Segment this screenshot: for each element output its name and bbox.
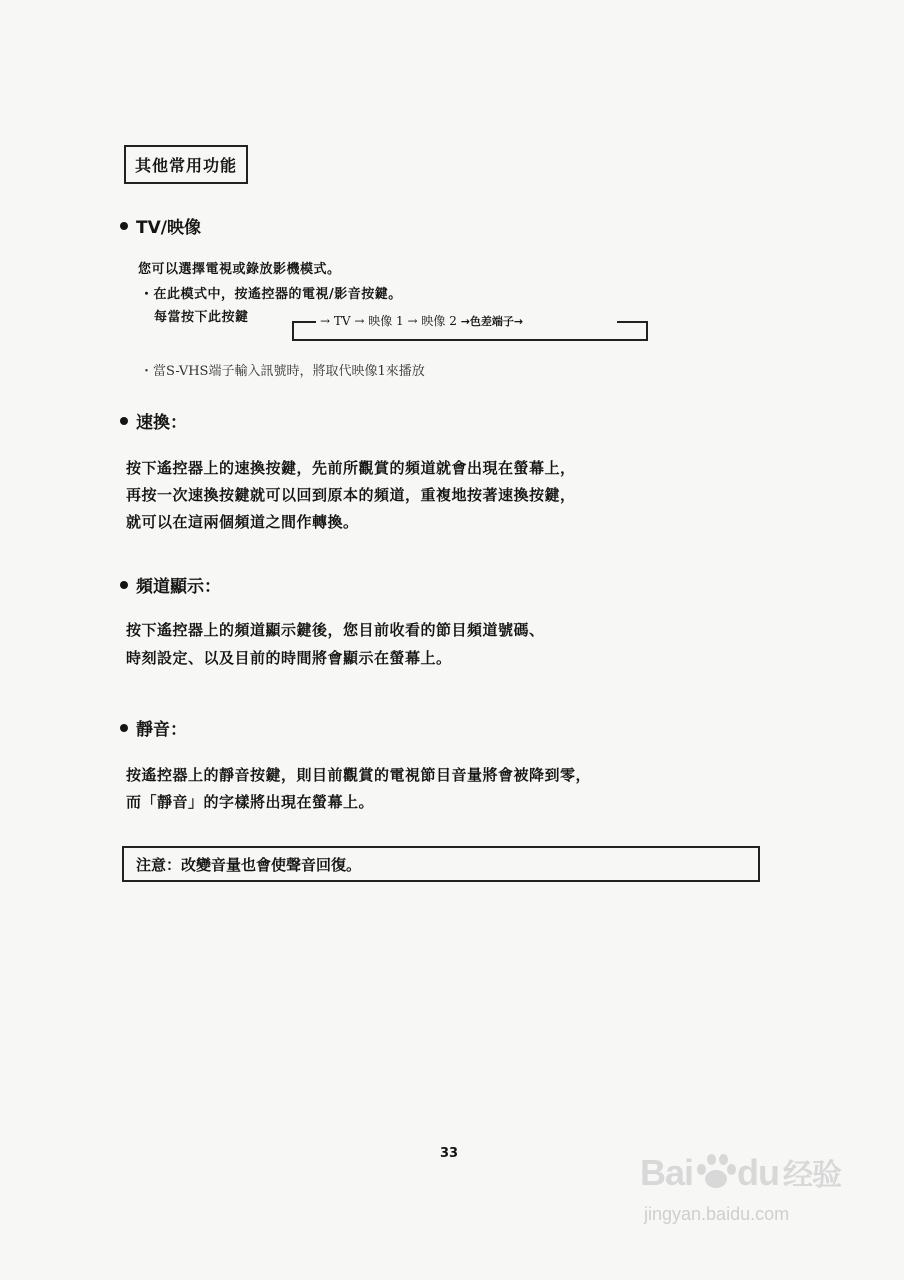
watermark-logo-cn: 经验 [783,1159,842,1192]
page-number: 33 [440,1146,459,1161]
swap-line-2: 再按一次速換按鍵就可以回到原本的頻道，重複地按著速換按鍵， [126,486,576,504]
tv-svhs-note: ・當S-VHS端子輸入訊號時，將取代映像1來播放 [140,364,425,379]
channel-display-line-2: 時刻設定、以及目前的時間將會顯示在螢幕上。 [126,649,452,667]
mute-heading [120,715,187,740]
tv-desc: 您可以選擇電視或錄放影機模式。 [138,262,341,277]
swap-heading-text: 速換： [136,413,187,433]
section-title-box: 其他常用功能 [124,145,248,184]
baidu-watermark-logo [640,1150,841,1194]
tv-heading [120,213,201,238]
channel-display-line-1: 按下遙控器上的頻道顯示鍵後，您目前收看的節目頻道號碼、 [126,621,545,639]
swap-line-1: 按下遙控器上的速換按鍵，先前所觀賞的頻道就會出現在螢幕上， [126,459,576,477]
channel-display-heading-text: 頻道顯示： [136,577,221,597]
tv-heading-text: TV/映像 [136,218,201,238]
paw-icon [693,1150,737,1190]
swap-heading [120,408,187,433]
tv-bullet: ・在此模式中，按遙控器的電視/影音按鍵。 [140,287,402,302]
watermark-logo-left: Bai [640,1152,694,1193]
tv-press-label: 每當按下此按鍵 [154,310,249,325]
mute-line-2: 而「靜音」的字樣將出現在螢幕上。 [126,793,375,811]
notice-box: 注意：改變音量也會使聲音回復。 [122,846,760,882]
watermark-logo-right: du [737,1152,780,1193]
tv-sequence-items [316,312,527,329]
watermark-url: jingyan.baidu.com [644,1204,790,1224]
bullet-dot-icon [120,222,128,230]
tv-sequence-diagram [292,311,647,337]
mute-line-1: 按遙控器上的靜音按鍵，則目前觀賞的電視節目音量將會被降到零， [126,766,592,784]
seq-item-video1: → 映像 1 [354,314,404,328]
bullet-dot-icon [120,417,128,425]
bullet-dot-icon [120,724,128,732]
swap-line-3: 就可以在這兩個頻道之間作轉換。 [126,513,359,531]
mute-heading-text: 靜音： [136,720,187,740]
bullet-dot-icon [120,581,128,589]
seq-item-video2: → 映像 2 [407,314,457,328]
seq-item-tv: → TV [320,314,351,328]
channel-display-heading [120,572,221,597]
seq-item-component: →色差端子→ [460,315,524,328]
